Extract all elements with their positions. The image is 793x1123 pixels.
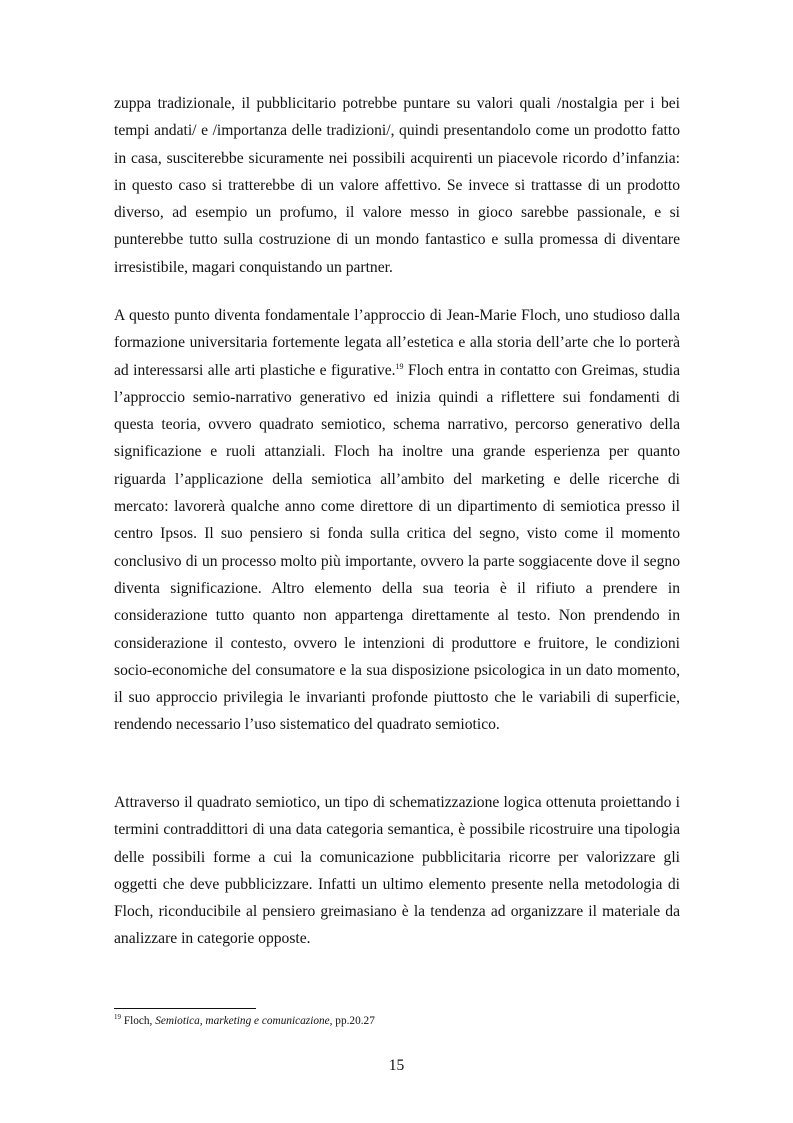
paragraph-1: zuppa tradizionale, il pubblicitario potrebbe puntare su valori quali /nostalgia per i bei tempi andati/ e /importanza delle tradizioni/, quindi presentandolo come un prodotto fatto in casa, susciterebbe sicuramente nei possibili acquirenti un piacevole ricordo d’infanzia: in questo caso si tratterebbe di un valore affettivo. Se invece si trattasse di un prodotto diverso, ad esempio un profumo, il valore messo in gioco sarebbe passionale, e si punterebbe tutto sulla costruzione di un mondo fantastico e sulla promessa di diventare irresistibile, magari conquistando un partner. [114, 95, 680, 276]
footnote-author: Floch, [121, 1015, 156, 1027]
paragraph-2 [114, 302, 680, 739]
footnote [114, 1014, 680, 1028]
footnote-pages: , pp.20.27 [329, 1015, 375, 1027]
footnote-reference[interactable]: 19 [395, 361, 404, 371]
footnote-divider [114, 1008, 256, 1009]
footnote-number: 19 [114, 1013, 121, 1022]
paragraph-2-part-2: Floch entra in contatto con Greimas, studia l’approccio semio-narrativo generativo ed inizia quindi a riflettere sui fondamenti di questa teoria, ovvero quadrato semiotico, schema narrativo, percorso generativo della significazione e ruoli attanziali. Floch ha inoltre una grande esperienza per quanto riguarda l’applicazione della semiotica all’ambito del marketing e delle ricerche di mercato: lavorerà qualche anno come direttore di un dipartimento di semiotica presso il centro Ipsos. Il suo pensiero si fonda sulla critica del segno, visto come il momento conclusivo di un processo molto più importante, ovvero la parte soggiacente dove il segno diventa significazione. Altro elemento della sua teoria è il rifiuto a prendere in considerazione tutto quanto non appartenga direttamente al testo. Non prendendo in considerazione il contesto, ovvero le intenzioni di produttore e fruitore, le condizioni socio-economiche del consumatore e la sua disposizione psicologica in un dato momento, il suo approccio privilegia le invarianti profonde piuttosto che le variabili di superficie, rendendo necessario l’uso sistematico del quadrato semiotico. [114, 361, 680, 734]
footnote-title: Semiotica, marketing e comunicazione [155, 1015, 330, 1027]
paragraph-2-part-1: A questo punto diventa fondamentale l’approccio di Jean-Marie Floch, uno studioso dalla formazione universitaria fortemente legata all’estetica e alla storia dell’arte che lo porterà ad interessarsi alle arti plastiche e figurative. [114, 307, 680, 379]
paragraph-3: Attraverso il quadrato semiotico, un tipo di schematizzazione logica ottenuta proiettando i termini contraddittori di una data categoria semantica, è possibile ricostruire una tipologia delle possibili forme a cui la comunicazione pubblicitaria ricorre per valorizzare gli oggetti che deve pubblicizzare. Infatti un ultimo elemento presente nella metodologia di Floch, riconducibile al pensiero greimasiano è la tendenza ad organizzare il materiale da analizzare in categorie opposte. [114, 794, 680, 948]
page-number: 15 [388, 1057, 405, 1074]
